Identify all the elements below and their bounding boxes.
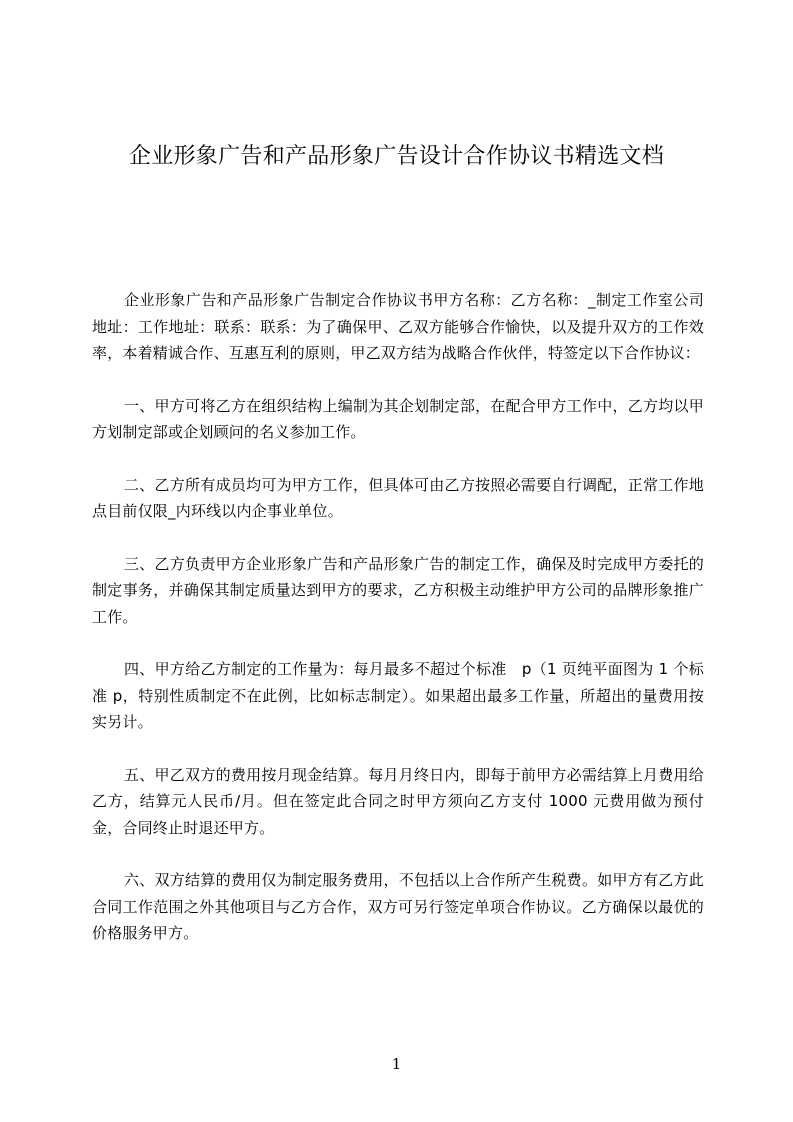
paragraph-clause-4: 四、甲方给乙方制定的工作量为：每月最多不超过个标准 p（1 页纯平面图为 1 个标准 p，特别性质制定不在此例，比如标志制定）。如果超出最多工作量，所超出的量费用按实另计。	[92, 660, 704, 731]
paragraph-clause-5: 五、甲乙双方的费用按月现金结算。每月月终日内，即每于前甲方必需结算上月费用给乙方，结算元人民币/月。但在签定此合同之时甲方须向乙方支付 1000 元费用做为预付金，合同终止时退还甲方。	[92, 765, 704, 837]
paragraph-clause-6: 六、双方结算的费用仅为制定服务费用，不包括以上合作所产生税费。如甲方有乙方此合同工作范围之外其他项目与乙方合作，双方可另行签定单项合作协议。乙方确保以最优的价格服务甲方。	[92, 871, 704, 942]
paragraph-clause-3: 三、乙方负责甲方企业形象广告和产品形象广告的制定工作，确保及时完成甲方委托的制定事务，并确保其制定质量达到甲方的要求，乙方积极主动维护甲方公司的品牌形象推广工作。	[92, 554, 704, 626]
document-title: 企业形象广告和产品形象广告设计合作协议书精选文档	[128, 144, 665, 169]
paragraph-intro: 企业形象广告和产品形象广告制定合作协议书甲方名称：乙方名称：_制定工作室公司地址：工作地址：联系：联系：为了确保甲、乙双方能够合作愉快，以及提升双方的工作效率，本着精诚合作、互惠互利的原则，甲乙双方结为战略合作伙伴，特签定以下合作协议：	[92, 291, 704, 362]
page-number: 1	[391, 1055, 402, 1073]
document-body	[92, 287, 704, 947]
paragraph-clause-1: 一、甲方可将乙方在组织结构上编制为其企划制定部，在配合甲方工作中，乙方均以甲方划制定部或企划顾问的名义参加工作。	[92, 396, 704, 441]
paragraph-clause-2: 二、乙方所有成员均可为甲方工作，但具体可由乙方按照必需要自行调配，正常工作地点目前仅限_内环线以内企事业单位。	[92, 475, 704, 520]
